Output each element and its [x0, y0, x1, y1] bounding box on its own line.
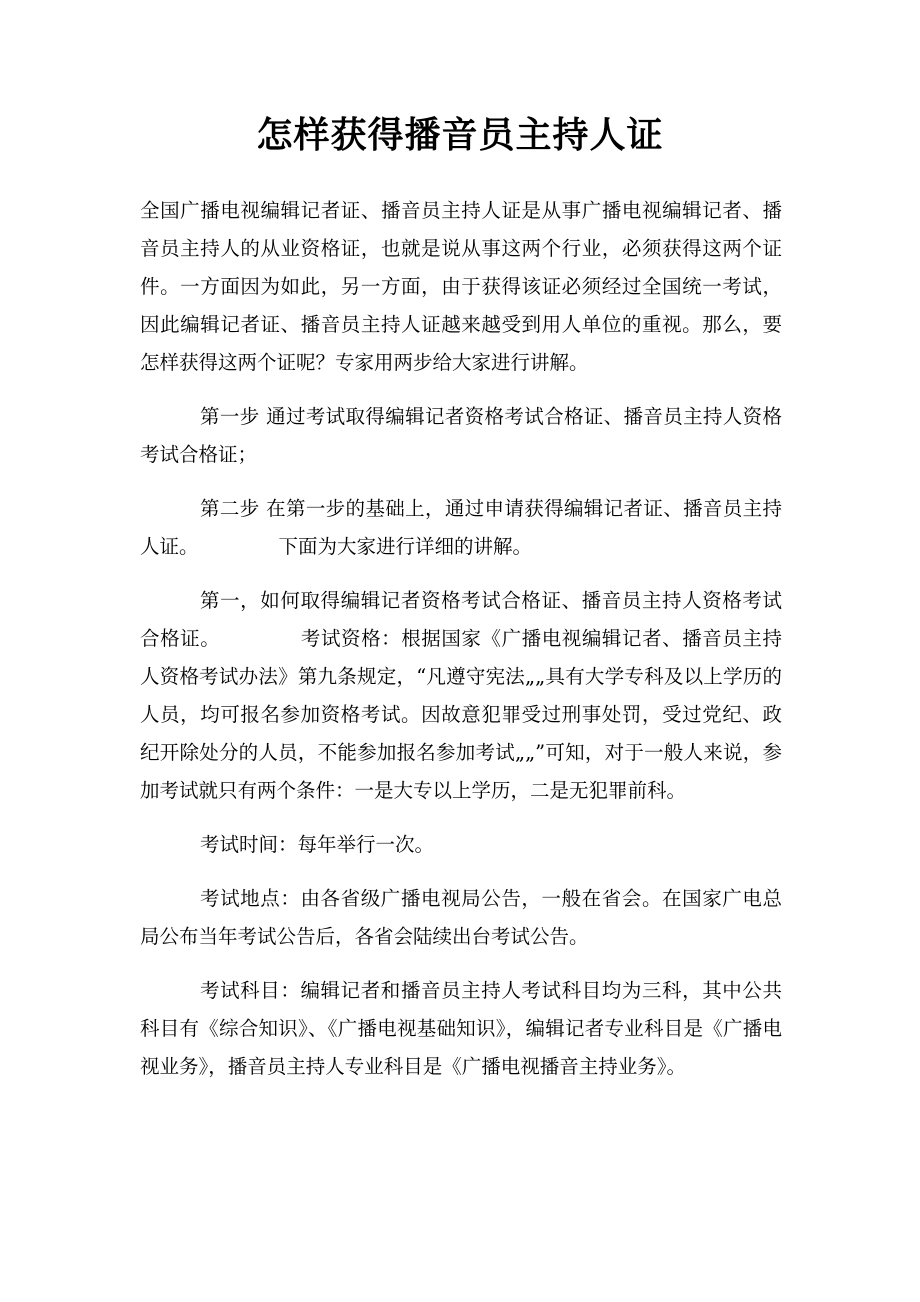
exam-location-paragraph: 考试地点：由各省级广播电视局公告，一般在省会。在国家广电总局公布当年考试公告后，各省会陆续出台考试公告。 — [140, 887, 782, 948]
intro-paragraph: 全国广播电视编辑记者证、播音员主持人证是从事广播电视编辑记者、播音员主持人的从业资格证，也就是说从事这两个行业，必须获得这两个证件。一方面因为如此，另一方面，由于获得该证必须经过全国统一考试，因此编辑记者证、播音员主持人证越来越受到用人单位的重视。那么，要怎样获得这两个证呢？专家用两步给大家进行讲解。 — [140, 199, 782, 374]
exam-eligibility-text: 考试资格：根据国家《广播电视编辑记者、播音员主持人资格考试办法》第九条规定，“凡遵守宪法„„具有大学专科及以上学历的人员，均可报名参加资格考试。因故意犯罪受过刑事处罚，受过党纪、政纪开除处分的人员，不能参加报名参加考试„„”可知，对于一般人来说，参加考试就只有两个条件：一是大专以上学历，二是无犯罪前科。 — [140, 627, 782, 802]
step-two-paragraph — [140, 490, 782, 566]
first-section-paragraph — [140, 582, 782, 810]
step-one-paragraph: 第一步 通过考试取得编辑记者资格考试合格证、播音员主持人资格考试合格证； — [140, 405, 782, 466]
document-title: 怎样获得播音员主持人证 — [256, 114, 664, 156]
step-two-text: 第二步 在第一步的基础上，通过申请获得编辑记者证、播音员主持人证。 — [140, 497, 782, 558]
detail-intro-text: 下面为大家进行详细的讲解。 — [278, 535, 533, 558]
exam-time-paragraph: 考试时间：每年举行一次。 — [200, 833, 435, 856]
document-body — [140, 192, 782, 1102]
exam-subjects-paragraph: 考试科目：编辑记者和播音员主持人考试科目均为三科，其中公共科目有《综合知识》、《广播电视基础知识》，编辑记者专业科目是《广播电视业务》，播音员主持人专业科目是《广播电视播音主持业务》。 — [140, 979, 782, 1078]
first-section-heading-text: 第一，如何取得编辑记者资格考试合格证、播音员主持人资格考试合格证。 — [140, 589, 782, 650]
